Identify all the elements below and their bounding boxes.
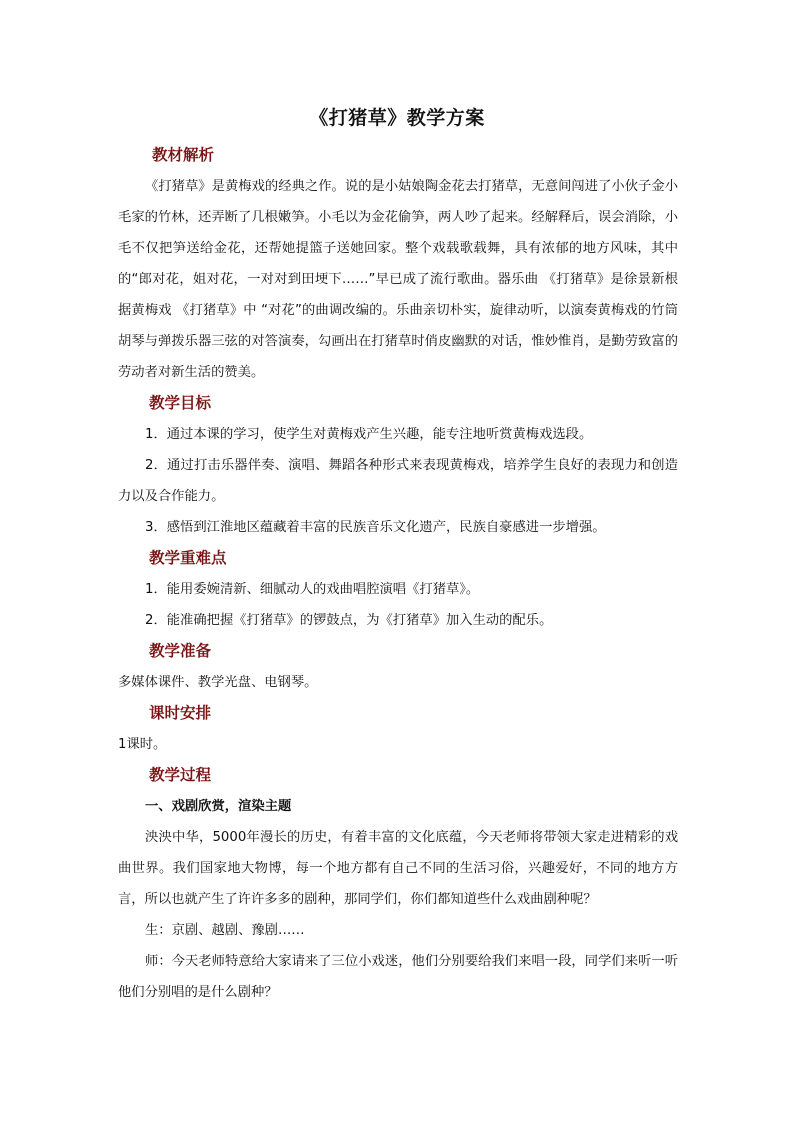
goal-item-3: 3．感悟到江淮地区蕴藏着丰富的民族音乐文化遗产，民族自豪感进一步增强。 (145, 520, 606, 535)
process-paragraph-1: 泱泱中华，5000年漫长的历史，有着丰富的文化底蕴，今天老师将带领大家走进精彩的戏曲世界。我们国家地大物博，每一个地方都有自己不同的生活习俗，兴趣爱好，不同的地方方言，所以也就产生了许许多多的剧种，那同学们，你们都知道些什么戏曲剧种呢？ (118, 830, 678, 907)
preparation-text: 多媒体课件、教学光盘、电钢琴。 (118, 675, 318, 690)
goal-item-1: 1．通过本课的学习，使学生对黄梅戏产生兴趣，能专注地听赏黄梅戏选段。 (145, 427, 593, 442)
schedule-text: 1课时。 (118, 737, 167, 752)
process-paragraph-3: 师：今天老师特意给大家请来了三位小戏迷，他们分别要给我们来唱一段，同学们来听一听他们分别唱的是什么剧种？ (118, 954, 678, 1000)
document-body (118, 140, 678, 1008)
keypoint-item-2: 2．能准确把握《打猪草》的锣鼓点，为《打猪草》加入生动的配乐。 (145, 613, 553, 628)
keypoint-item-1: 1．能用委婉清新、细腻动人的戏曲唱腔演唱《打猪草》。 (145, 582, 480, 597)
process-paragraph-2: 生：京剧、越剧、豫剧…… (145, 923, 305, 938)
section-heading-schedule: 课时安排 (149, 704, 212, 722)
process-step-1-heading: 一、戏剧欣赏，渲染主题 (145, 799, 292, 814)
document-title: 《打猪草》教学方案 (309, 107, 485, 129)
analysis-paragraph: 《打猪草》是黄梅戏的经典之作。说的是小姑娘陶金花去打猪草，无意间闯进了小伙子金小毛家的竹林，还弄断了几根嫩笋。小毛以为金花偷笋，两人吵了起来。经解释后，误会消除，小毛不仅把笋送给金花，还帮她提篮子送她回家。整个戏载歌载舞，具有浓郁的地方风味，其中的“郎对花，姐对花，一对对到田埂下……”早已成了流行歌曲。器乐曲 《打猪草》是徐景新根据黄梅戏 《打猪草》中 “对花”的曲调改编的。乐曲亲切朴实，旋律动听，以演奏黄梅戏的竹筒胡琴与弹拨乐器三弦的对答演奏，勾画出在打猪草时俏皮幽默的对话，惟妙惟肖，是勤劳致富的劳动者对新生活的赞美。 (118, 179, 678, 380)
section-heading-preparation: 教学准备 (149, 642, 212, 660)
section-heading-analysis: 教材解析 (152, 146, 215, 164)
section-heading-process: 教学过程 (149, 766, 212, 784)
section-heading-goals: 教学目标 (149, 394, 212, 412)
goal-item-2: 2．通过打击乐器伴奏、演唱、舞蹈各种形式来表现黄梅戏，培养学生良好的表现力和创造力以及合作能力。 (118, 458, 678, 504)
section-heading-keypoints: 教学重难点 (149, 549, 227, 567)
